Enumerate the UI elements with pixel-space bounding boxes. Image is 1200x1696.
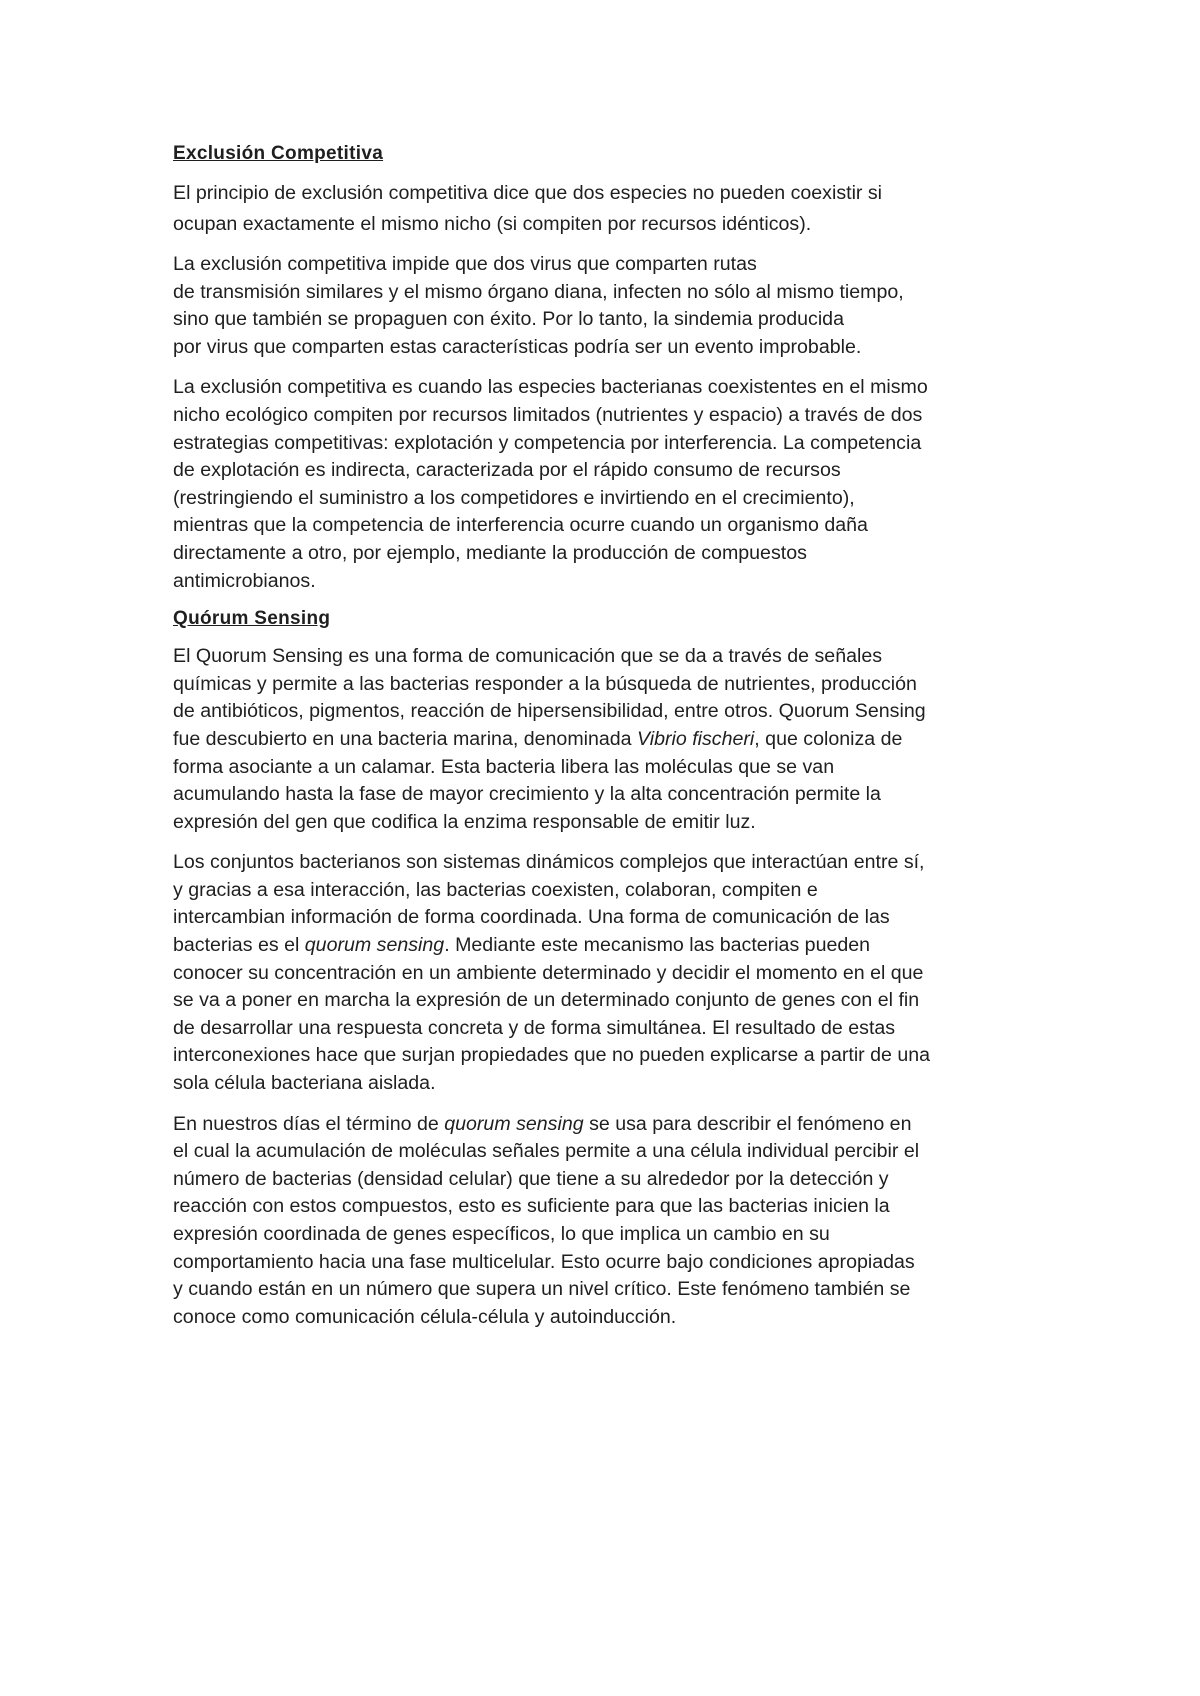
text-line: de transmisión similares y el mismo órgano diana, infecten no sólo al mismo tiempo, <box>173 280 904 303</box>
text-line <box>173 726 1039 754</box>
text-line: se va a poner en marcha la expresión de un determinado conjunto de genes con el fin <box>173 989 920 1012</box>
text-line: de explotación es indirecta, caracterizada por el rápido consumo de recursos <box>173 459 841 482</box>
text-line: conoce como comunicación célula-célula y autoinducción. <box>173 1305 677 1328</box>
text-line: expresión coordinada de genes específicos, lo que implica un cambio en su <box>173 1223 830 1245</box>
text-line: estrategias competitivas: explotación y competencia por interferencia. La competencia <box>173 431 922 454</box>
text-run: . Mediante este mecanismo las bacterias pueden <box>444 934 871 957</box>
text-line <box>173 932 1039 960</box>
paragraph-exclusion-virus <box>173 251 1039 361</box>
text-line: (restringiendo el suministro a los competidores e invirtiendo en el crecimiento), <box>173 486 855 509</box>
text-line: forma asociante a un calamar. Esta bacteria libera las moléculas que se van <box>173 755 835 778</box>
text-run: , que coloniza de <box>754 727 903 750</box>
text-run: En nuestros días el término de <box>173 1112 445 1135</box>
text-line: comportamiento hacia una fase multicelular. Esto ocurre bajo condiciones apropiadas <box>173 1250 915 1273</box>
text-line: por virus que comparten estas características podría ser un evento improbable. <box>173 335 862 358</box>
text-line: expresión del gen que codifica la enzima responsable de emitir luz. <box>173 810 756 833</box>
paragraph-exclusion-definition <box>173 178 1039 240</box>
italic-term: quorum sensing <box>444 1112 584 1135</box>
italic-term: quorum sensing <box>304 934 445 957</box>
text-line: intercambian información de forma coordinada. Una forma de comunicación de las <box>173 906 890 929</box>
paragraph-exclusion-bacteria <box>173 374 1039 595</box>
heading-exclusion-competitiva: Exclusión Competitiva <box>173 143 384 164</box>
text-line: interconexiones hace que surjan propiedades que no pueden explicarse a partir de una <box>173 1044 931 1067</box>
text-line: mientras que la competencia de interferencia ocurre cuando un organismo daña <box>173 514 868 537</box>
text-line: químicas y permite a las bacterias responder a la búsqueda de nutrientes, producción <box>173 672 917 695</box>
text-line: sola célula bacteriana aislada. <box>173 1072 436 1095</box>
text-line: El principio de exclusión competitiva dice que dos especies no pueden coexistir si <box>173 182 883 204</box>
text-line: El Quorum Sensing es una forma de comunicación que se da a través de señales <box>173 645 883 668</box>
text-line: el cual la acumulación de moléculas señales permite a una célula individual percibir el <box>173 1140 920 1163</box>
text-line: y gracias a esa interacción, las bacterias coexisten, colaboran, compiten e <box>173 878 818 901</box>
text-line: de desarrollar una respuesta concreta y de forma simultánea. El resultado de estas <box>173 1016 896 1039</box>
text-run: bacterias es el <box>173 934 305 957</box>
text-line: número de bacterias (densidad celular) que tiene a su alrededor por la detección y <box>173 1167 889 1190</box>
text-line: directamente a otro, por ejemplo, mediante la producción de compuestos <box>173 541 807 564</box>
text-run: fue descubierto en una bacteria marina, denominada <box>173 727 638 750</box>
text-line: La exclusión competitiva es cuando las especies bacterianas coexistentes en el mismo <box>173 376 928 399</box>
text-run: se usa para describir el fenómeno en <box>583 1112 912 1135</box>
paragraph-quorum-conjuntos <box>173 849 1039 1097</box>
text-line: conocer su concentración en un ambiente determinado y decidir el momento en el que <box>173 961 924 984</box>
text-line: ocupan exactamente el mismo nicho (si compiten por recursos idénticos). <box>173 213 812 235</box>
species-name: Vibrio fischeri <box>637 727 755 750</box>
text-line: nicho ecológico compiten por recursos limitados (nutrientes y espacio) a través de dos <box>173 403 923 426</box>
text-line <box>173 1111 1039 1139</box>
text-line: reacción con estos compuestos, esto es suficiente para que las bacterias inicien la <box>173 1195 890 1218</box>
text-line: La exclusión competitiva impide que dos virus que comparten rutas <box>173 253 757 275</box>
text-line: sino que también se propaguen con éxito. Por lo tanto, la sindemia producida <box>173 308 844 331</box>
heading-quorum-sensing: Quórum Sensing <box>173 608 331 630</box>
paragraph-quorum-intro <box>173 643 1039 836</box>
text-line: Los conjuntos bacterianos son sistemas dinámicos complejos que interactúan entre sí, <box>173 851 925 874</box>
text-line: antimicrobianos. <box>173 569 316 592</box>
text-line: de antibióticos, pigmentos, reacción de hipersensibilidad, entre otros. Quorum Sensing <box>173 700 926 723</box>
paragraph-quorum-definicion <box>173 1111 1039 1332</box>
document-page <box>173 143 1039 1344</box>
text-line: acumulando hasta la fase de mayor crecimiento y la alta concentración permite la <box>173 783 881 806</box>
text-line: y cuando están en un número que supera un nivel crítico. Este fenómeno también se <box>173 1278 911 1301</box>
